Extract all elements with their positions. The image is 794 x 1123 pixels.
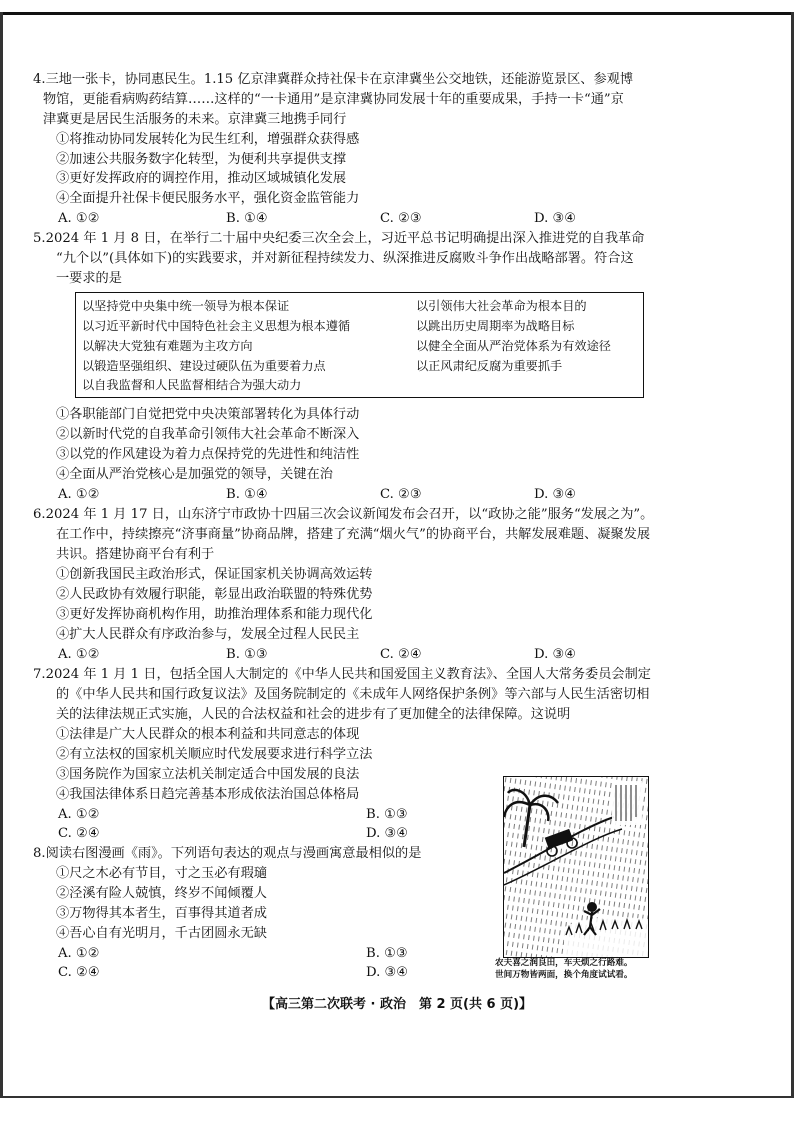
q4-stem-line-1: 4.三地一张卡，协同惠民生。1.15 亿京津冀群众持社保卡在京津冀坐公交地铁，还能游览景区、参观博	[33, 72, 634, 87]
q5-choice-a: A. ①②	[58, 487, 100, 502]
q8-option-3: ③万物得其本者生，百事得其道者成	[56, 906, 267, 921]
requirement-3: 以习近平新时代中国特色社会主义思想为根本遵循	[82, 319, 351, 333]
page-footer: 【高三第二次联考 · 政治 第 2 页(共 6 页)】	[261, 997, 533, 1012]
q7-choice-b: B. ①③	[366, 807, 408, 822]
q5-option-2: ②以新时代党的自我革命引领伟大社会革命不断深入	[56, 427, 360, 442]
q5-stem-line-3: 一要求的是	[56, 271, 122, 286]
q4-choice-c: C. ②③	[380, 211, 422, 226]
requirement-6: 以健全全面从严治党体系为有效途径	[416, 339, 611, 353]
q7-option-3: ③国务院作为国家立法机关制定适合中国发展的良法	[56, 767, 360, 782]
q6-choice-c: C. ②④	[380, 647, 422, 662]
q6-stem-line-3: 共识。搭建协商平台有利于	[56, 547, 215, 562]
q5-option-4: ④全面从严治党核心是加强党的领导，关键在治	[56, 467, 333, 482]
q8-choice-a: A. ①②	[58, 946, 100, 961]
cartoon-caption-line-2: 世间万物皆两面，换个角度试试看。	[495, 970, 633, 980]
q7-stem-line-1: 7.2024 年 1 月 1 日，包括全国人大制定的《中华人民共和国爱国主义教育法》、全国人大常务委员会制定	[33, 667, 651, 682]
q7-choice-a: A. ①②	[58, 807, 100, 822]
q7-option-1: ①法律是广大人民群众的根本利益和共同意志的体现	[56, 727, 360, 742]
q7-stem-line-2: 的《中华人民共和国行政复议法》及国务院制定的《未成年人网络保护条例》等六部与人民生活密切相	[56, 687, 650, 702]
q7-choice-c: C. ②④	[58, 826, 100, 841]
q4-stem-line-2: 物馆，更能看病购药结算……这样的“一卡通用”是京津冀协同发展十年的重要成果，手持一卡“通”京	[43, 92, 624, 107]
q6-option-4: ④扩大人民群众有序政治参与，发展全过程人民民主	[56, 627, 360, 642]
q6-option-2: ②人民政协有效履行职能，彰显出政治联盟的特殊优势	[56, 587, 373, 602]
q4-option-2: ②加速公共服务数字化转型，为便利共享提供支撑	[56, 152, 347, 167]
q5-option-3: ③以党的作风建设为着力点保持党的先进性和纯洁性	[56, 447, 360, 462]
q5-choice-b: B. ①④	[226, 487, 268, 502]
q6-choice-d: D. ③④	[534, 647, 577, 662]
requirement-1: 以坚持党中央集中统一领导为根本保证	[82, 299, 290, 313]
q7-option-2: ②有立法权的国家机关顺应时代发展要求进行科学立法	[56, 747, 373, 762]
page-top-border	[0, 12, 794, 15]
nine-requirements-box	[75, 292, 644, 398]
q5-option-1: ①各职能部门自觉把党中央决策部署转化为具体行动	[56, 407, 360, 422]
page-bottom-border	[0, 1096, 794, 1098]
requirement-7: 以锻造坚强组织、建设过硬队伍为重要着力点	[82, 359, 326, 373]
q8-stem-line-1: 8.阅读右图漫画《雨》。下列语句表达的观点与漫画寓意最相似的是	[33, 846, 422, 861]
q4-stem-line-3: 津冀更是居民生活服务的未来。京津冀三地携手同行	[43, 112, 347, 127]
q6-stem-line-2: 在工作中，持续擦亮“济事商量”协商品牌，搭建了充满“烟火气”的协商平台，共解发展难题、凝聚发展	[56, 527, 651, 542]
q8-choice-c: C. ②④	[58, 965, 100, 980]
requirement-4: 以跳出历史周期率为战略目标	[416, 319, 575, 333]
q5-choice-c: C. ②③	[380, 487, 422, 502]
q4-choice-d: D. ③④	[534, 211, 577, 226]
rain-cartoon-image	[503, 776, 649, 958]
q5-stem-line-1: 5.2024 年 1 月 8 日，在举行二十届中央纪委三次全会上，习近平总书记明确提出深入推进党的自我革命	[33, 231, 645, 246]
requirement-9: 以自我监督和人民监督相结合为强大动力	[82, 378, 302, 392]
q4-option-3: ③更好发挥政府的调控作用，推动区域城镇化发展	[56, 171, 347, 186]
q8-option-4: ④吾心自有光明月，千古团圆永无缺	[56, 926, 267, 941]
q5-stem-line-2: “九个以”(具体如下)的实践要求，并对新征程持续发力、纵深推进反腐败斗争作出战略部署。符合这	[56, 251, 634, 266]
q7-option-4: ④我国法律体系日趋完善基本形成依法治国总体格局	[56, 787, 360, 802]
requirement-2: 以引领伟大社会革命为根本目的	[416, 299, 587, 313]
q6-option-3: ③更好发挥协商机构作用，助推治理体系和能力现代化	[56, 607, 373, 622]
q4-choice-a: A. ①②	[58, 211, 100, 226]
q6-stem-line-1: 6.2024 年 1 月 17 日，山东济宁市政协十四届三次会议新闻发布会召开，以“政协之能”服务“发展之为”。	[33, 507, 654, 522]
q6-option-1: ①创新我国民主政治形式，保证国家机关协调高效运转	[56, 567, 373, 582]
q6-choice-b: B. ①③	[226, 647, 268, 662]
q4-option-4: ④全面提升社保卡便民服务水平，强化资金监管能力	[56, 191, 360, 206]
q4-option-1: ①将推动协同发展转化为民生红利，增强群众获得感	[56, 132, 360, 147]
requirement-5: 以解决大党独有难题为主攻方向	[82, 339, 253, 353]
cartoon-caption-line-1: 农夫喜之润良田，车夫烦之行路难。	[495, 958, 633, 968]
q8-choice-d: D. ③④	[366, 965, 409, 980]
q4-choice-b: B. ①④	[226, 211, 268, 226]
q8-option-2: ②泾溪有险人兢慎，终岁不闻倾覆人	[56, 886, 267, 901]
q7-choice-d: D. ③④	[366, 826, 409, 841]
q7-stem-line-3: 关的法律法规正式实施，人民的合法权益和社会的进步有了更加健全的法律保障。这说明	[56, 707, 571, 722]
page-left-border	[0, 12, 3, 1097]
q8-option-1: ①尺之木必有节目，寸之玉必有瑕瓋	[56, 866, 267, 881]
q8-choice-b: B. ①③	[366, 946, 408, 961]
requirement-8: 以正风肃纪反腐为重要抓手	[416, 359, 563, 373]
q5-choice-d: D. ③④	[534, 487, 577, 502]
q6-choice-a: A. ①②	[58, 647, 100, 662]
